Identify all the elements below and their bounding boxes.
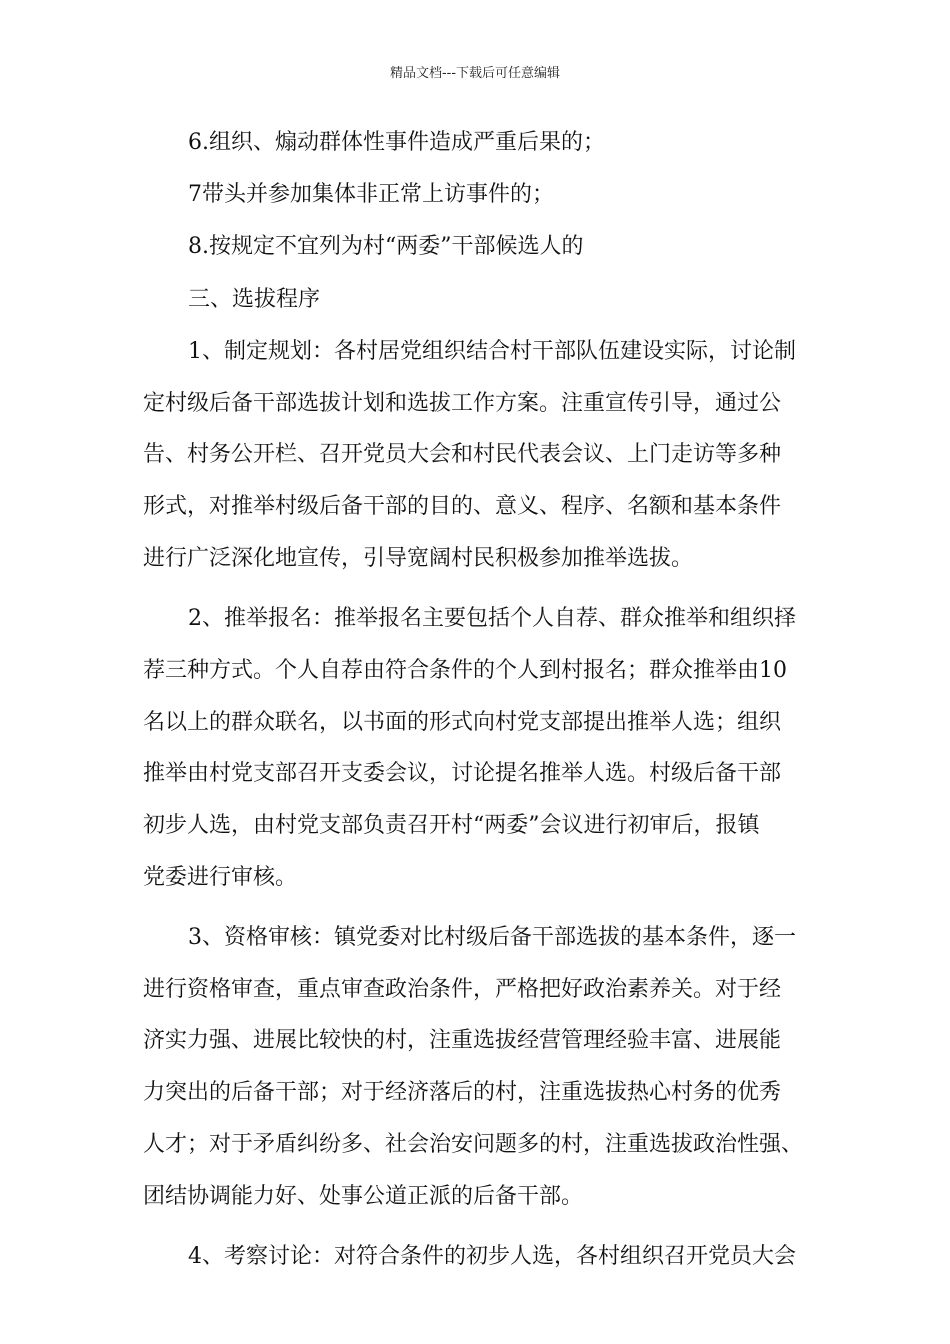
text-line: 初步人选，由村党支部负责召开村“两委”会议进行初审后，报镇 [143, 813, 760, 839]
list-item: 8.按规定不宜列为村“两委”干部候选人的 [188, 234, 584, 260]
document-body [143, 124, 823, 1298]
text-line: 进行广泛深化地宣传，引导宽阔村民积极参加推举选拔。 [143, 545, 694, 571]
text-line: 进行资格审查，重点审查政治条件，严格把好政治素养关。对于经 [143, 976, 782, 1002]
paragraph-qualification-review [143, 912, 823, 1223]
text-line: 告、村务公开栏、召开党员大会和村民代表会议、上门走访等多种 [143, 442, 782, 468]
text-line: 党委进行审核。 [143, 864, 298, 890]
text-line: 2、推举报名：推举报名主要包括个人自荐、群众推举和组织择 [188, 605, 796, 631]
text-line: 名以上的群众联名，以书面的形式向村党支部提出推举人选；组织 [143, 709, 782, 735]
paragraph-inspection [143, 1231, 823, 1283]
text-line: 形式，对推举村级后备干部的目的、意义、程序、名额和基本条件 [143, 494, 782, 520]
list-item: 7带头并参加集体非正常上访事件的； [188, 182, 554, 208]
paragraph-plan [143, 326, 823, 585]
list-item: 6.组织、煽动群体性事件造成严重后果的； [188, 130, 605, 155]
text-line: 定村级后备干部选拔计划和选拔工作方案。注重宣传引导，通过公 [143, 390, 782, 416]
text-line: 人才；对于矛盾纠纷多、社会治安问题多的村，注重选拔政治性强、 [143, 1132, 804, 1158]
text-line: 推举由村党支部召开支委会议，讨论提名推举人选。村级后备干部 [143, 761, 782, 787]
text-line: 4、考察讨论：对符合条件的初步人选，各村组织召开党员大会 [188, 1243, 796, 1269]
paragraph-registration [143, 593, 823, 904]
page-header: 精品文档---下载后可任意编辑 [389, 66, 561, 81]
text-line: 1、制定规划：各村居党组织结合村干部队伍建设实际，讨论制 [188, 338, 796, 364]
text-line: 3、资格审核：镇党委对比村级后备干部选拔的基本条件，逐一 [188, 924, 796, 950]
section-heading: 三、选拔程序 [188, 286, 321, 312]
text-line: 荐三种方式。个人自荐由符合条件的个人到村报名；群众推举由10 [143, 657, 787, 683]
text-line: 力突出的后备干部；对于经济落后的村，注重选拔热心村务的优秀 [143, 1080, 782, 1106]
text-line: 济实力强、进展比较快的村，注重选拔经营管理经验丰富、进展能 [143, 1028, 782, 1054]
text-line: 团结协调能力好、处事公道正派的后备干部。 [143, 1183, 584, 1209]
